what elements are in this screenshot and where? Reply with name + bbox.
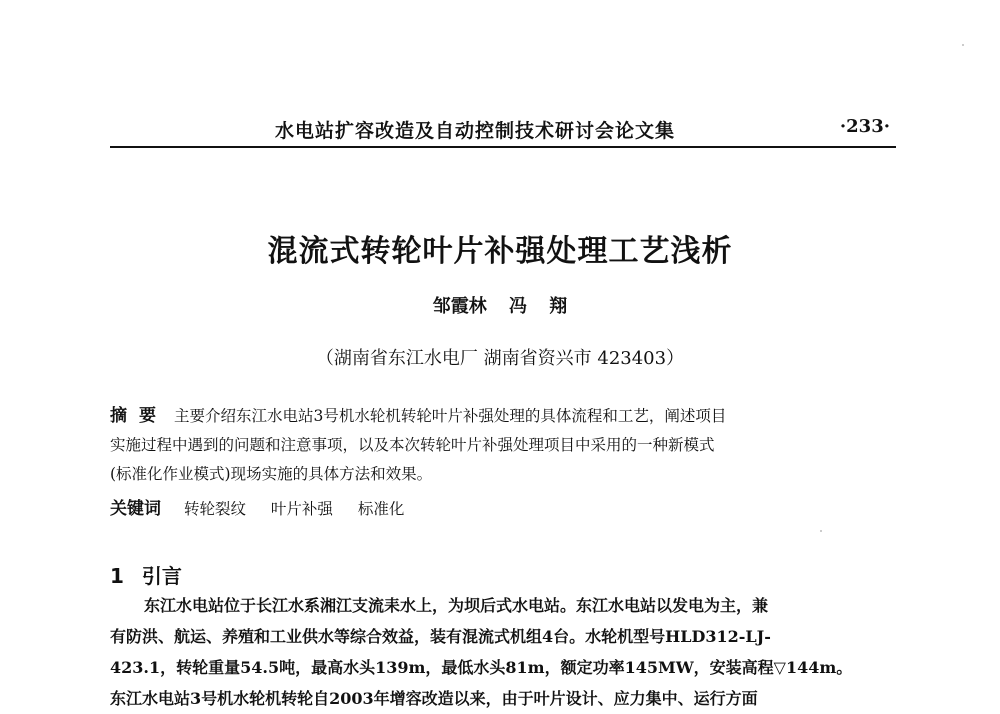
section-number: 1 xyxy=(110,564,124,588)
body-line: 东江水电站3号机水轮机转轮自2003年增容改造以来，由于叶片设计、应力集中、运行方面 xyxy=(110,689,758,708)
section-body xyxy=(110,590,896,714)
running-header xyxy=(110,116,896,144)
abstract xyxy=(110,402,896,489)
scan-speck xyxy=(820,530,822,532)
paper-title: 混流式转轮叶片补强处理工艺浅析 xyxy=(267,234,733,269)
abstract-text: 主要介绍东江水电站3号机水轮机转轮叶片补强处理的具体流程和工艺，阐述项目 xyxy=(174,407,727,425)
section-heading xyxy=(110,560,182,589)
abstract-line: 实施过程中遇到的问题和注意事项，以及本次转轮叶片补强处理项目中采用的一种新模式 xyxy=(110,436,715,454)
keyword: 叶片补强 xyxy=(270,500,333,518)
header-rule xyxy=(110,146,896,148)
keyword: 标准化 xyxy=(357,500,405,518)
abstract-label: 摘要 xyxy=(110,406,168,426)
body-line: 东江水电站位于长江水系湘江支流耒水上，为坝后式水电站。东江水电站以发电为主，兼 xyxy=(144,596,769,615)
keywords xyxy=(110,494,896,519)
page-number: ·233· xyxy=(839,116,890,137)
body-line: 423.1，转轮重量54.5吨，最高水头139m，最低水头81m，额定功率145MW，安装高程▽144m。 xyxy=(110,658,853,677)
section-title: 引言 xyxy=(141,564,182,588)
affiliation: （湖南省东江水电厂 湖南省资兴市 423403） xyxy=(315,348,685,369)
keyword: 转轮裂纹 xyxy=(183,500,246,518)
authors: 邹霞林 冯 翔 xyxy=(432,296,568,317)
body-line: 有防洪、航运、养殖和工业供水等综合效益，装有混流式机组4台。水轮机型号HLD312-LJ- xyxy=(110,627,771,646)
abstract-line: (标准化作业模式)现场实施的具体方法和效果。 xyxy=(110,465,433,483)
keywords-label: 关键词 xyxy=(110,499,161,519)
running-title: 水电站扩容改造及自动控制技术研讨会论文集 xyxy=(275,120,676,142)
scan-speck xyxy=(962,44,964,46)
abstract-line xyxy=(110,402,896,431)
